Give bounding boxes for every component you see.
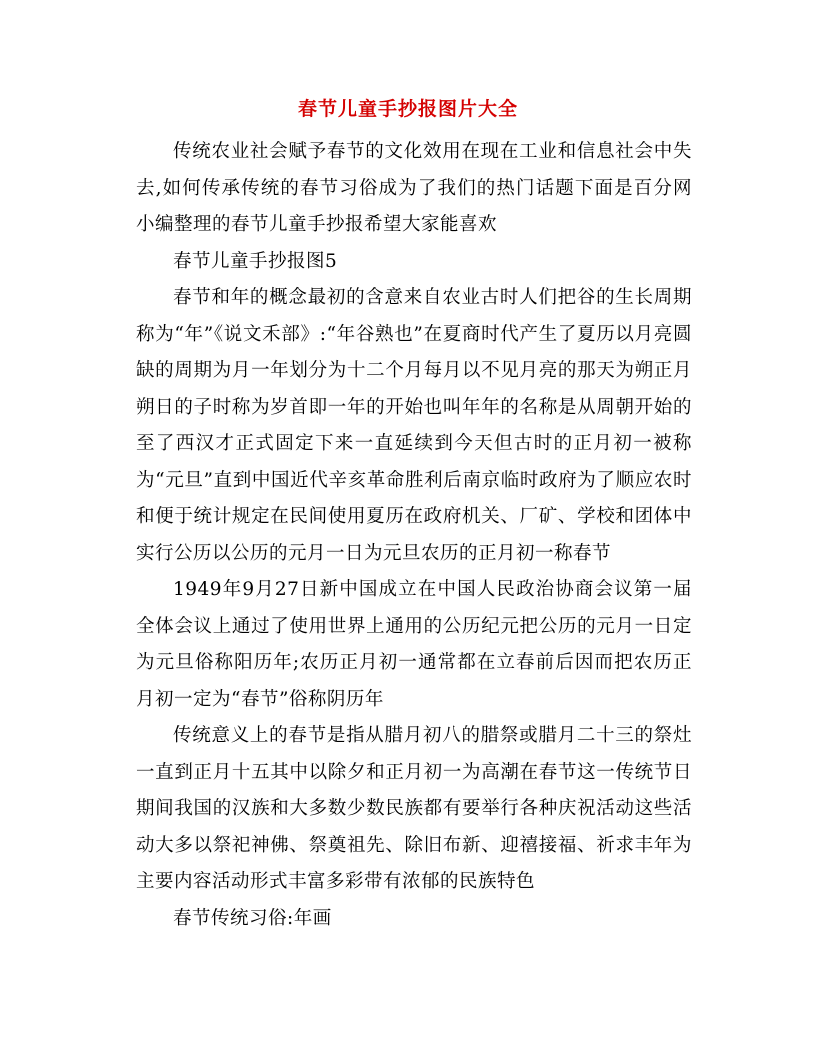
paragraph-traditional-meaning: 传统意义上的春节是指从腊月初八的腊祭或腊月二十三的祭灶一直到正月十五其中以除夕和正月初一为高潮在春节这一传统节日期间我国的汉族和大多数少数民族都有要举行各种庆祝活动这些活动大多以祭祀神佛、祭奠祖先、除旧布新、迎禧接福、祈求丰年为主要内容活动形式丰富多彩带有浓郁的民族特色 [136,725,692,892]
paragraph-intro: 传统农业社会赋予春节的文化效用在现在工业和信息社会中失去,如何传承传统的春节习俗成为了我们的热门话题下面是百分网小编整理的春节儿童手抄报希望大家能喜欢 [136,141,692,235]
document-title: 春节儿童手抄报图片大全 [297,98,518,120]
document-body [136,134,692,937]
paragraph-origin: 春节和年的概念最初的含意来自农业古时人们把谷的生长周期称为“年”《说文禾部》:“年谷熟也”在夏商时代产生了夏历以月亮圆缺的周期为月一年划分为十二个月每月以不见月亮的那天为朔正月朔日的子时称为岁首即一年的开始也叫年年的名称是从周朝开始的至了西汉才正式固定下来一直延续到今天但古时的正月初一被称为“元旦”直到中国近代辛亥革命胜利后南京临时政府为了顺应农时和便于统计规定在民间使用夏历在政府机关、厂矿、学校和团体中实行公历以公历的元月一日为元旦农历的正月初一称春节 [136,287,692,564]
paragraph-custom-heading: 春节传统习俗:年画 [173,907,332,929]
paragraph-1949: 1949年9月27日新中国成立在中国人民政治协商会议第一届全体会议上通过了使用世界上通用的公历纪元把公历的元月一日定为元旦俗称阳历年;农历正月初一通常都在立春前后因而把农历正月初一定为“春节”俗称阴历年 [136,579,692,710]
paragraph-image-caption: 春节儿童手抄报图5 [173,250,338,272]
